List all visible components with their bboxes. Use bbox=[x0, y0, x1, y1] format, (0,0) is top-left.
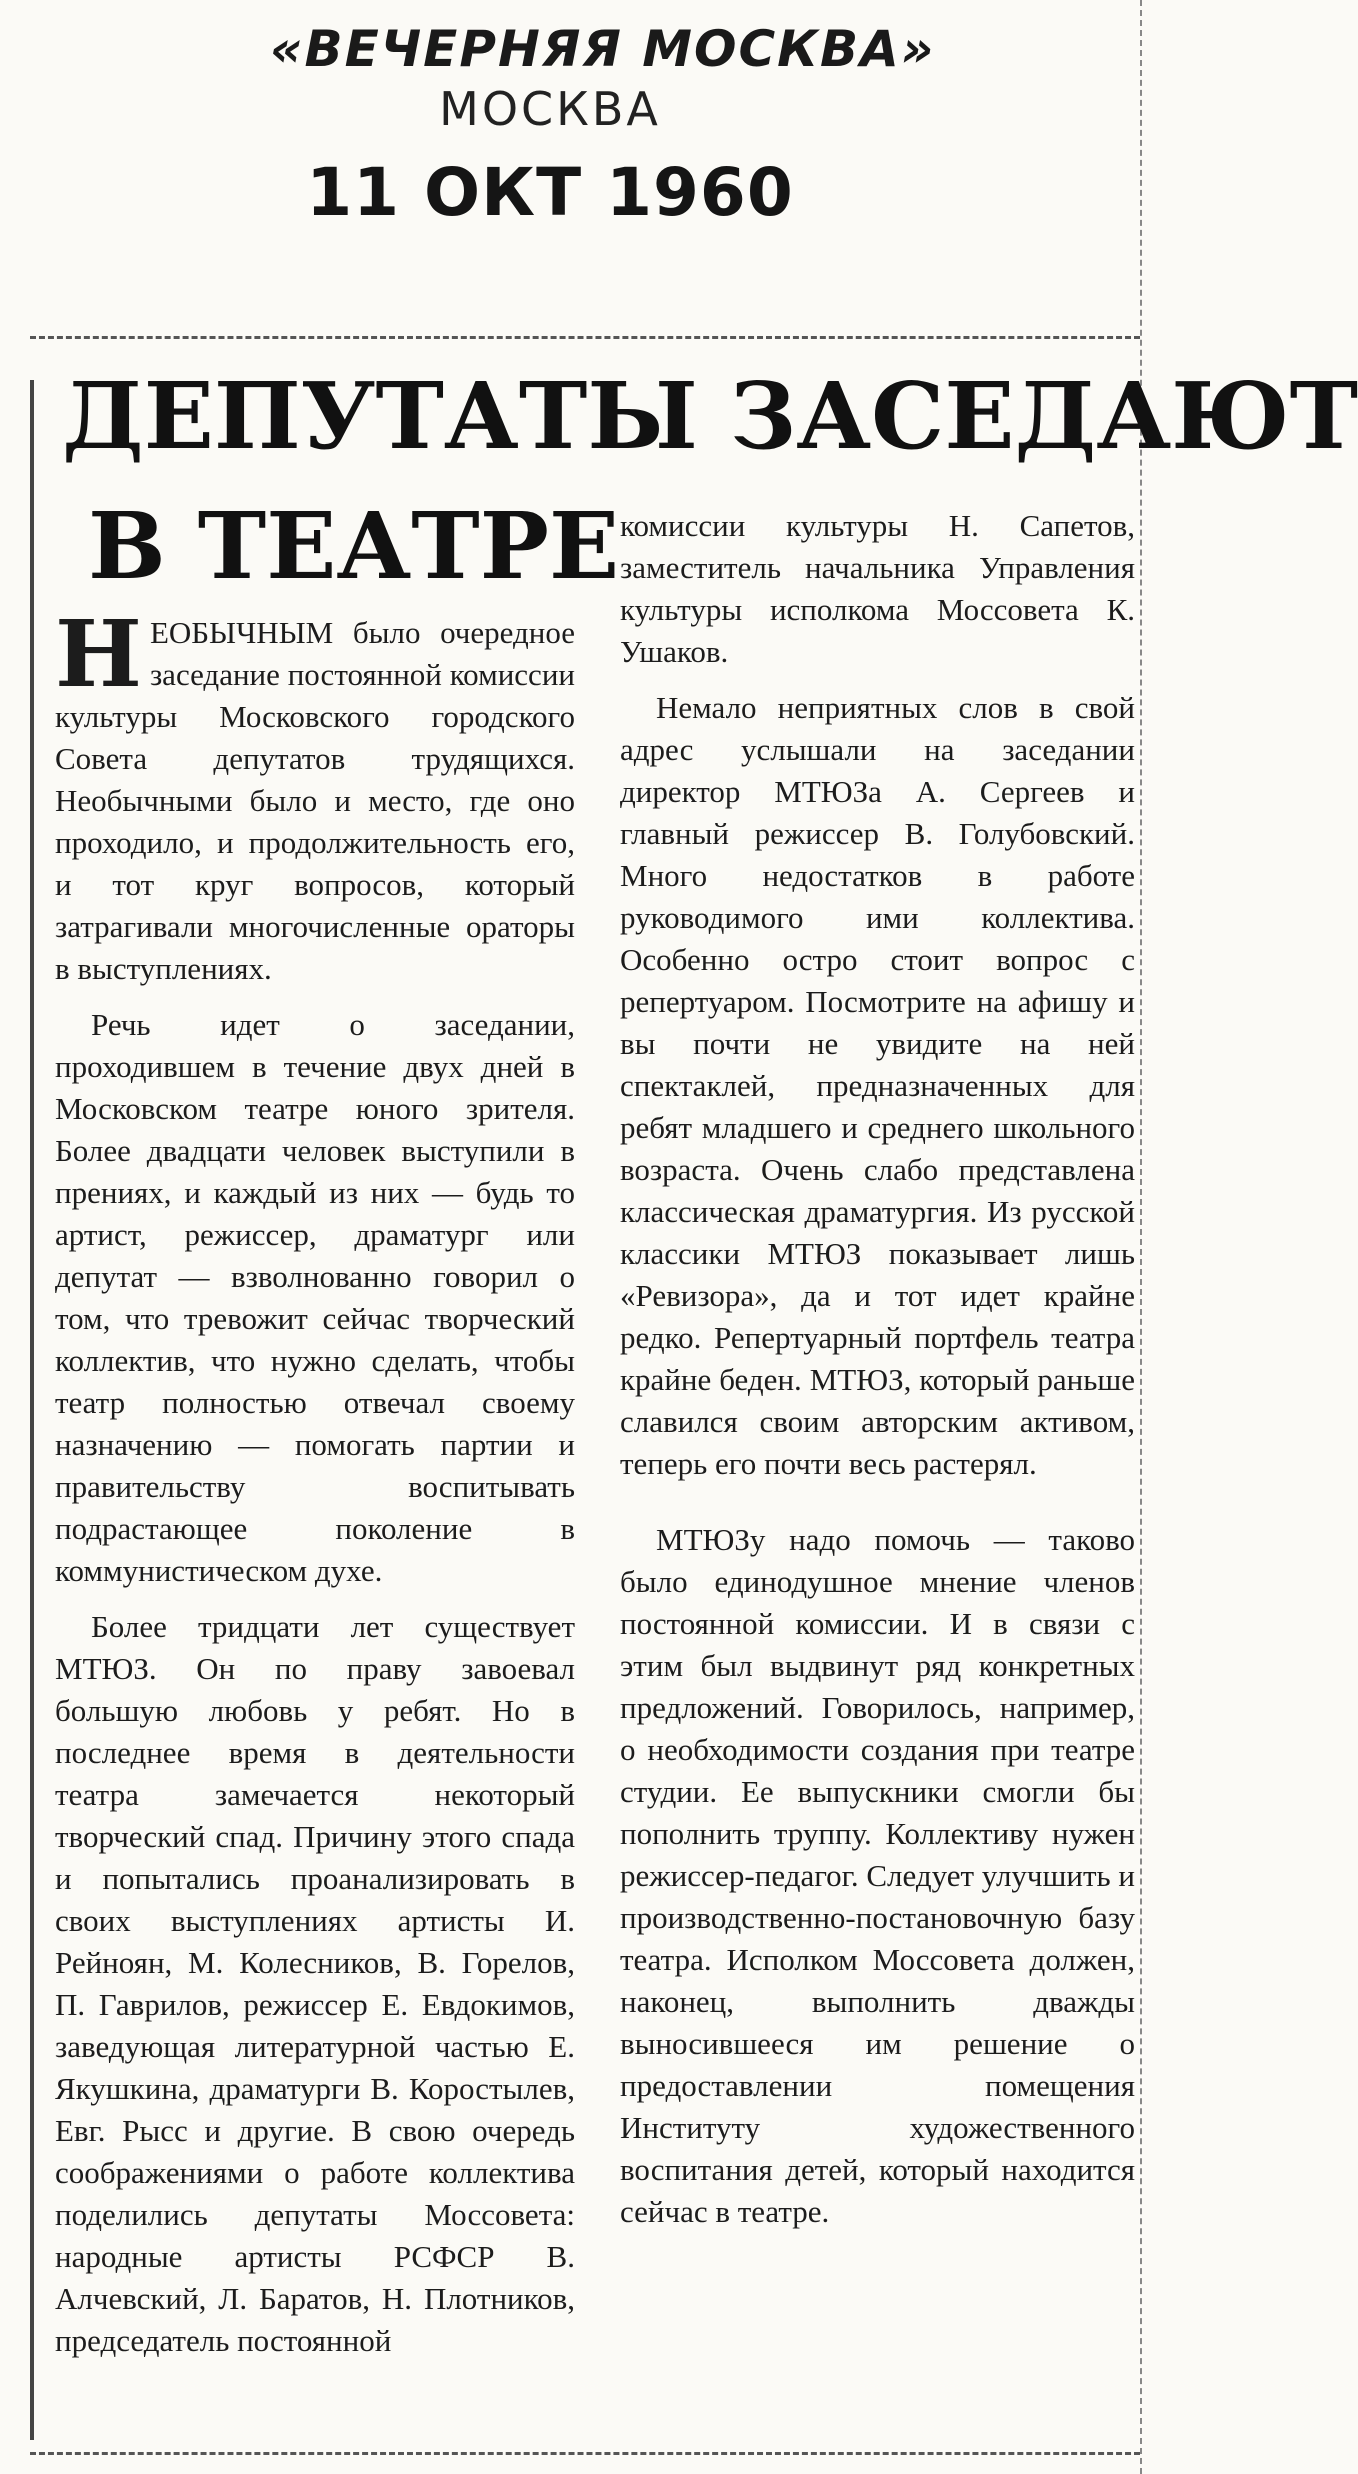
paragraph-lead bbox=[55, 600, 575, 990]
stamp-date: 11 ОКТ 1960 bbox=[306, 154, 794, 231]
article-column-left bbox=[55, 600, 575, 2376]
article-column-right bbox=[620, 505, 1135, 2247]
dropcap: Н bbox=[55, 600, 142, 708]
paragraph: МТЮЗу надо помочь — таково было единодушное мнение членов постоянной комиссии. И в связи с этим был выдвинут ряд конкретных предложений. Говорилось, например, о необходимости создания при театре студии. Ее выпускники смогли бы пополнить труппу. Коллективу нужен режиссер-педагог. Следует улучшить и производственно-постановочную базу театра. Исполком Моссовета должен, наконец, выполнить дважды выносившееся им решение о предоставлении помещения Институту художественного воспитания детей, который находится сейчас в театре. bbox=[620, 1522, 1135, 2229]
paragraph: Речь идет о заседании, проходившем в течение двух дней в Московском театре юного зрителя. Более двадцати человек выступили в прениях, и каждый из них — будь то артист, режиссер, драматург или депутат — взволнованно говорил о том, что тревожит сейчас творческий коллектив, что нужно сделать, чтобы театр полностью отвечал своему назначению — помогать партии и правительству воспитывать подрастающее поколение в коммунистическом духе. bbox=[55, 1007, 575, 1588]
clipping-cut-line-bottom bbox=[30, 2452, 1140, 2455]
stamp-newspaper-name: «ВЕЧЕРНЯЯ МОСКВА» bbox=[270, 20, 936, 78]
archive-stamp bbox=[270, 20, 936, 231]
paragraph: Более тридцати лет существует МТЮЗ. Он по праву завоевал большую любовь у ребят. Но в последнее время в деятельности театра замечается некоторый творческий спад. Причину этого спада и попытались проанализировать в своих выступлениях артисты И. Рейноян, М. Колесников, В. Горелов, П. Гаврилов, режиссер Е. Евдокимов, заведующая литературной частью Е. Якушкина, драматурги В. Коростылев, Евг. Рысс и другие. В свою очередь соображениями о работе коллектива поделились депутаты Моссовета: народные артисты РСФСР В. Алчевский, Л. Баратов, Н. Плотников, председатель постоянной bbox=[55, 1609, 575, 2358]
clipping-cut-line-top bbox=[30, 336, 1140, 339]
headline-line-1: ДЕПУТАТЫ ЗАСЕДАЮТ bbox=[62, 362, 1358, 470]
paragraph: Немало неприятных слов в свой адрес услышали на заседании директор МТЮЗа А. Сергеев и главный режиссер В. Голубовский. Много недостатков в работе руководимого ими коллектива. Особенно остро стоит вопрос с репертуаром. Посмотрите на афишу и вы почти не увидите на ней спектаклей, предназначенных для ребят младшего и среднего школьного возраста. Очень слабо представлена классическая драматургия. Из русской классики МТЮЗ показывает лишь «Ревизора», да и тот идет крайне редко. Репертуарный портфель театра крайне беден. МТЮЗ, который раньше славился своим авторским активом, теперь его почти весь растерял. bbox=[620, 690, 1135, 1481]
headline-line-2: В ТЕАТРЕ bbox=[88, 492, 620, 600]
clipping-border-left bbox=[30, 380, 34, 2440]
paragraph: комиссии культуры Н. Сапетов, заместитель начальника Управления культуры исполкома Моссовета К. Ушаков. bbox=[620, 508, 1135, 669]
stamp-city: МОСКВА bbox=[439, 82, 661, 136]
paragraph-text: ЕОБЫЧНЫМ было очередное заседание постоянной комиссии культуры Московского городского Совета депутатов трудящихся. Необычными было и место, где оно проходило, и продолжительность его, и тот круг вопросов, который затрагивали многочисленные ораторы в выступлениях. bbox=[55, 615, 575, 986]
